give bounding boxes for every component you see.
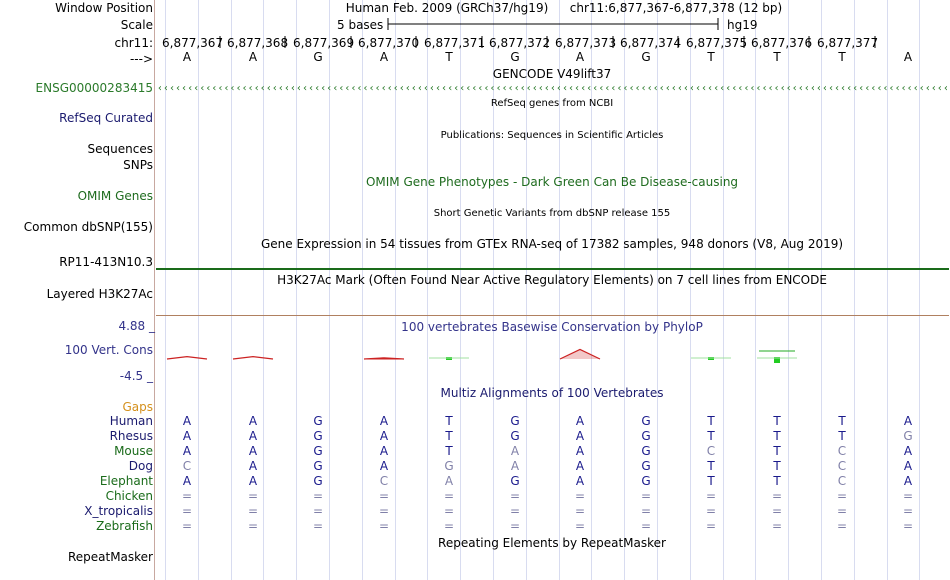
alignment-base: G [641,444,651,458]
alignment-base: T [445,414,453,428]
alignment-base: G [313,459,323,473]
alignment-base: G [313,414,323,428]
pubs-sequences-label[interactable]: Sequences [87,142,153,156]
alignment-base: C [706,444,716,458]
conservation-peak [560,349,600,359]
coordinate-tick-label: 6,877,367 [162,36,224,50]
species-label[interactable]: Chicken [105,489,153,503]
gencode-track-title: GENCODE V49lift37 [492,67,612,81]
alignment-base: A [903,474,913,488]
coordinate-tick-label: 6,877,370 [358,36,420,50]
coordinate-tick-label: 6,877,373 [555,36,617,50]
alignment-base: = [640,489,652,503]
alignment-base: = [378,519,390,533]
omim-track-label[interactable]: OMIM Genes [77,189,153,203]
alignment-base: A [444,474,454,488]
alignment-base: = [247,489,259,503]
species-label[interactable]: Mouse [114,444,153,458]
alignment-base: = [574,489,586,503]
dna-base: G [313,50,323,64]
alignment-base: T [773,414,781,428]
alignment-base: A [575,444,585,458]
alignment-base: = [640,519,652,533]
alignment-base: = [574,519,586,533]
alignment-base: A [248,414,258,428]
species-label[interactable]: Elephant [99,474,153,488]
alignment-base: = [509,489,521,503]
alignment-base: A [575,474,585,488]
coordinate-tick-label: 6,877,372 [489,36,551,50]
alignment-base: = [902,519,914,533]
scale-label: Scale [120,18,153,32]
alignment-base: G [641,474,651,488]
alignment-base: A [510,444,520,458]
alignment-base: A [575,429,585,443]
alignment-base: = [705,504,717,518]
alignment-base: G [313,474,323,488]
species-label[interactable]: Human [109,414,153,428]
alignment-base: A [248,429,258,443]
window-position-label: Window Position [55,1,153,15]
h3k27ac-track-title: H3K27Ac Mark (Often Found Near Active Regulatory Elements) on 7 cell lines from ENCODE [277,273,827,287]
alignment-base: C [182,459,192,473]
alignment-base: = [312,504,324,518]
alignment-base: = [771,519,783,533]
alignment-base: = [640,504,652,518]
dna-base: T [445,50,453,64]
chr-label: chr11: [114,36,153,50]
alignment-base: T [838,429,846,443]
dna-base: G [510,50,520,64]
alignment-base: C [837,459,847,473]
alignment-base: T [707,459,715,473]
alignment-base: = [443,504,455,518]
alignment-base: = [378,489,390,503]
alignment-base: G [510,414,520,428]
alignment-base: = [181,489,193,503]
gtex-gene-label[interactable]: RP11-413N10.3 [59,255,153,269]
alignment-base: A [510,459,520,473]
alignment-base: C [837,444,847,458]
dna-base: A [379,50,389,64]
alignment-base: = [771,504,783,518]
alignment-base: = [312,489,324,503]
alignment-base: G [641,429,651,443]
coordinate-tick-label: 6,877,371 [424,36,486,50]
alignment-base: T [707,414,715,428]
alignment-base: G [313,429,323,443]
species-label[interactable]: Zebrafish [96,519,153,533]
dbsnp-track-title: Short Genetic Variants from dbSNP release 155 [433,208,671,219]
alignment-base: A [182,429,192,443]
dna-base: A [575,50,585,64]
species-label[interactable]: X_tropicalis [84,504,153,518]
alignment-base: = [312,519,324,533]
alignment-base: = [509,519,521,533]
alignment-base: A [575,414,585,428]
alignment-base: = [247,504,259,518]
species-label[interactable]: Dog [128,459,153,473]
alignment-base: = [705,489,717,503]
refseq-track-label[interactable]: RefSeq Curated [59,111,153,125]
alignment-base: = [902,504,914,518]
coordinate-tick-label: 6,877,368 [227,36,289,50]
alignment-base: G [444,459,454,473]
conservation-peak [233,357,273,359]
alignment-base: T [445,429,453,443]
dna-base: A [248,50,258,64]
alignment-base: A [379,414,389,428]
coordinate-tick-label: 6,877,377 [817,36,879,50]
coordinate-tick-label: 6,877,369 [293,36,355,50]
dna-base: A [903,50,913,64]
alignment-base: A [379,459,389,473]
dna-base: A [182,50,192,64]
alignment-base: = [574,504,586,518]
alignment-base: G [641,414,651,428]
alignment-base: T [445,444,453,458]
dna-base: G [641,50,651,64]
scale-text: 5 bases [337,18,384,32]
alignment-base: G [510,474,520,488]
alignment-base: = [247,519,259,533]
alignment-base: = [836,504,848,518]
alignment-base: = [836,519,848,533]
alignment-base: = [443,519,455,533]
alignment-base: = [902,489,914,503]
alignment-base: T [707,429,715,443]
alignment-base: C [379,474,389,488]
coordinate-tick-label: 6,877,376 [751,36,813,50]
alignment-base: G [903,429,913,443]
gencode-gene-label[interactable]: ENSG00000283415 [35,81,153,95]
alignment-base: = [836,489,848,503]
alignment-base: A [248,459,258,473]
alignment-base: A [182,444,192,458]
alignment-base: A [182,474,192,488]
alignment-base: = [378,504,390,518]
cons-max-label: 4.88 _ [118,319,155,333]
alignment-base: T [773,444,781,458]
alignment-base: = [509,504,521,518]
alignment-base: T [838,414,846,428]
dbsnp-track-label[interactable]: Common dbSNP(155) [23,220,153,234]
alignment-base: = [443,489,455,503]
alignment-base: T [773,474,781,488]
species-label[interactable]: Rhesus [109,429,153,443]
alignment-base: = [705,519,717,533]
gaps-label[interactable]: Gaps [122,400,153,414]
coordinate-tick-label: 6,877,375 [686,36,748,50]
alignment-base: A [903,444,913,458]
alignment-base: = [181,504,193,518]
alignment-base: = [771,489,783,503]
multiz-track-title: Multiz Alignments of 100 Vertebrates [440,386,664,400]
pubs-track-title: Publications: Sequences in Scientific Articles [440,130,664,141]
alignment-base: T [707,474,715,488]
coordinate-tick-label: 6,877,374 [620,36,682,50]
h3k27ac-track-label[interactable]: Layered H3K27Ac [46,287,153,301]
alignment-base: G [313,444,323,458]
alignment-base: A [248,474,258,488]
conservation-peak [167,357,207,359]
alignment-base: = [181,519,193,533]
alignment-base: A [379,429,389,443]
refseq-track-title: RefSeq genes from NCBI [490,98,614,109]
assembly-title: Human Feb. 2009 (GRCh37/hg19) [345,1,549,15]
repeat-track-label[interactable]: RepeatMasker [67,550,153,564]
dna-base: T [838,50,846,64]
alignment-base: A [379,444,389,458]
cons-min-label: -4.5 _ [119,369,153,383]
repeat-track-title: Repeating Elements by RepeatMasker [438,536,666,550]
alignment-base: G [641,459,651,473]
alignment-base: C [837,474,847,488]
gencode-gene-feature[interactable]: ‹‹‹‹‹‹‹‹‹‹‹‹‹‹‹‹‹‹‹‹‹‹‹‹‹‹‹‹‹‹‹‹‹‹‹‹‹‹‹‹‹‹‹‹‹‹‹‹‹‹‹‹‹‹‹‹‹‹‹‹‹‹‹‹‹‹‹‹‹‹‹‹‹‹‹‹‹‹‹‹‹‹‹‹‹‹‹‹‹‹‹‹‹‹‹‹‹‹‹‹‹‹‹‹‹‹‹‹‹‹‹‹‹‹‹‹‹‹‹‹‹‹‹‹‹‹‹‹‹‹‹ [157,83,949,94]
alignment-base: A [248,444,258,458]
pubs-snps-label[interactable]: SNPs [123,158,153,172]
cons-track-title: 100 vertebrates Basewise Conservation by PhyloP [401,320,703,334]
dna-base: T [707,50,715,64]
gtex-track-title: Gene Expression in 54 tissues from GTEx RNA-seq of 17382 samples, 948 donors (V8, Aug 2019) [260,237,844,251]
position-title[interactable]: chr11:6,877,367-6,877,378 (12 bp) [569,1,783,15]
dna-base: T [773,50,781,64]
alignment-base: T [773,429,781,443]
alignment-base: A [575,459,585,473]
alignment-base: A [182,414,192,428]
omim-track-title: OMIM Gene Phenotypes - Dark Green Can Be Disease-causing [365,175,739,189]
cons-track-label[interactable]: 100 Vert. Cons [64,343,153,357]
alignment-base: A [903,459,913,473]
alignment-base: G [510,429,520,443]
strand-arrow-label: ---> [129,52,153,66]
alignment-base: T [773,459,781,473]
alignment-base: A [903,414,913,428]
db-text: hg19 [727,18,758,32]
